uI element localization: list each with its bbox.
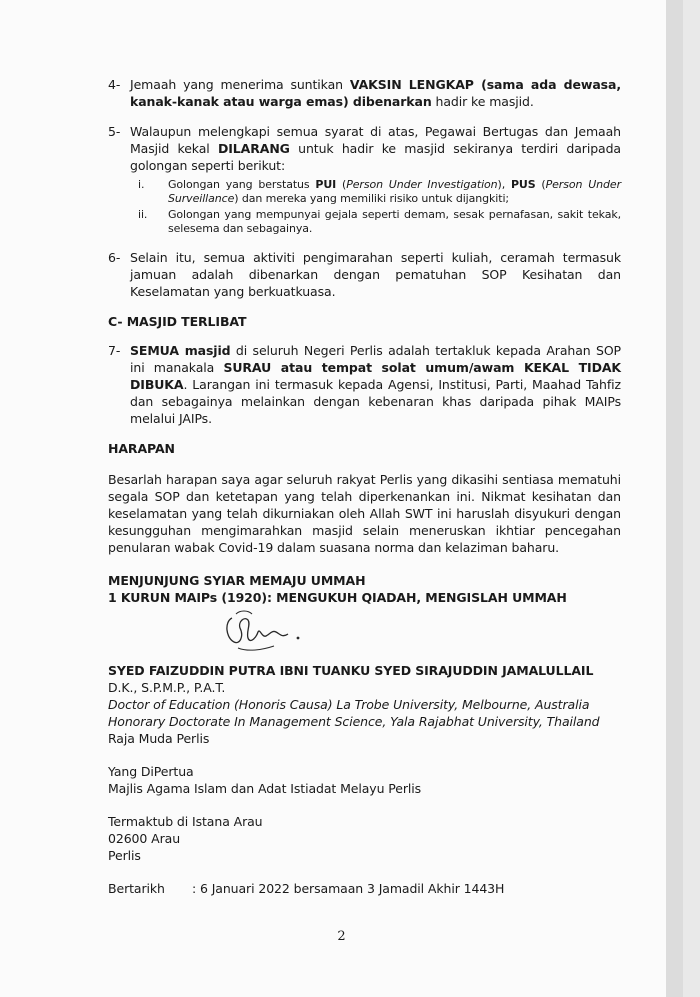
item-text-plain: . Larangan ini termasuk kepada Agensi, Institusi, Parti, Maahad Tahfiz dan sebagainya melainkan dengan kebenaran khas daripada pihak MAIPs melalui JAIPs. xyxy=(130,377,621,426)
sub-text: Golongan yang berstatus xyxy=(168,178,316,191)
handwritten-signature xyxy=(218,608,308,656)
item-text-bold: DILARANG xyxy=(217,141,290,156)
item-text: Selain itu, semua aktiviti pengimarahan seperti kuliah, ceramah termasuk jamuan adalah dibenarkan dengan pematuhan SOP Kesihatan dan Keselamatan yang berkuatkuasa. xyxy=(130,250,621,299)
signatory-name: SYED FAIZUDDIN PUTRA IBNI TUANKU SYED SIRAJUDDIN JAMALULLAIL xyxy=(108,663,594,678)
list-item-6 xyxy=(108,249,621,300)
sub-text-italic: Person Under Investigation xyxy=(346,178,498,191)
list-item-5 xyxy=(108,123,621,174)
roman-numeral: ii. xyxy=(138,208,148,221)
item-text-bold: SURAU atau tempat solat umum/awam KEKAL TIDAK DIBUKA xyxy=(130,360,622,392)
sub-item-i xyxy=(130,178,621,206)
sub-text: ) dan mereka yang memiliki risiko untuk dijangkiti; xyxy=(234,192,510,205)
signatory-degree-1: Doctor of Education (Honoris Causa) La Trobe University, Melbourne, Australia xyxy=(108,697,590,712)
sub-text-italic: Person Under Surveillance xyxy=(168,178,621,205)
item-text-plain: Walaupun melengkapi semua syarat di atas, Pegawai Bertugas dan Jemaah Masjid kekal xyxy=(130,124,621,156)
item-text xyxy=(130,76,621,110)
item-text-bold: VAKSIN LENGKAP (sama ada dewasa, kanak-kanak atau warga emas) dibenarkan xyxy=(130,77,621,109)
signatory-role-2: Majlis Agama Islam dan Adat Istiadat Melayu Perlis xyxy=(108,781,422,796)
item-text-plain: di seluruh Negeri Perlis adalah tertakluk kepada Arahan SOP ini manakala xyxy=(130,343,621,375)
signatory-position: Raja Muda Perlis xyxy=(108,731,210,746)
signatory-degree-2: Honorary Doctorate In Management Science, Yala Rajabhat University, Thailand xyxy=(108,714,600,729)
date-value: : 6 Januari 2022 bersamaan 3 Jamadil Akhir 1443H xyxy=(192,881,505,896)
sub-text-bold: PUS xyxy=(510,178,536,191)
item-text-bold: SEMUA masjid xyxy=(130,343,231,358)
date-label: Bertarikh xyxy=(108,881,165,896)
date-line xyxy=(108,880,621,897)
page-edge-shadow xyxy=(666,0,683,997)
harapan-paragraph: Besarlah harapan saya agar seluruh rakyat Perlis yang dikasihi sentiasa mematuhi segala SOP dan ketetapan yang telah diperkenankan ini. Nikmat kesihatan dan keselamatan yang telah dikurniakan oleh Allah SWT ini haruslah disyukuri dengan kesungguhan mengimarahkan masjid selain meneruskan ikhtiar pencegahan penularan wabak Covid-19 dalam suasana norma dan kelaziman baharu. xyxy=(108,472,621,555)
sub-text-bold: PUI xyxy=(315,178,337,191)
list-item-7 xyxy=(108,342,621,427)
item-text xyxy=(130,123,621,174)
address-line-1: Termaktub di Istana Arau xyxy=(108,814,263,829)
sub-list xyxy=(130,178,621,236)
motto-line-1: MENJUNJUNG SYIAR MEMAJU UMMAH xyxy=(108,573,366,588)
item-number: 7- xyxy=(108,343,121,358)
sub-item-text: Golongan yang berstatus PUI (Person Under Investigation), PUS (Person Under Surveillance) dan mereka yang memiliki risiko untuk dijangkiti; xyxy=(168,178,621,205)
signatory-titles: D.K., S.P.M.P., P.A.T. xyxy=(108,680,226,695)
item-text-plain: hadir ke masjid. xyxy=(431,94,534,109)
harapan-heading: HARAPAN xyxy=(108,441,175,456)
section-c-heading: C- MASJID TERLIBAT xyxy=(108,314,247,329)
motto-line-2: 1 KURUN MAIPs (1920): MENGUKUH QIADAH, MENGISLAH UMMAH xyxy=(108,590,567,605)
item-text-plain: Jemaah yang menerima suntikan xyxy=(130,77,350,92)
sub-item-ii xyxy=(130,208,621,236)
item-number: 5- xyxy=(108,124,121,139)
signature-area xyxy=(108,606,621,658)
address-line-2: 02600 Arau xyxy=(108,831,181,846)
roman-numeral: i. xyxy=(138,178,145,191)
sub-item-text: Golongan yang mempunyai gejala seperti demam, sesak pernafasan, sakit tekak, selesema dan sebagainya. xyxy=(168,208,621,235)
item-text xyxy=(130,342,621,427)
signatory-role-1: Yang DiPertua xyxy=(108,764,194,779)
list-item-4 xyxy=(108,76,621,110)
item-text-plain: untuk hadir ke masjid sekiranya terdiri daripada golongan seperti berikut: xyxy=(130,141,621,173)
address-line-3: Perlis xyxy=(108,848,141,863)
item-number: 6- xyxy=(108,250,121,265)
item-number: 4- xyxy=(108,77,121,92)
page-number: 2 xyxy=(337,929,346,944)
